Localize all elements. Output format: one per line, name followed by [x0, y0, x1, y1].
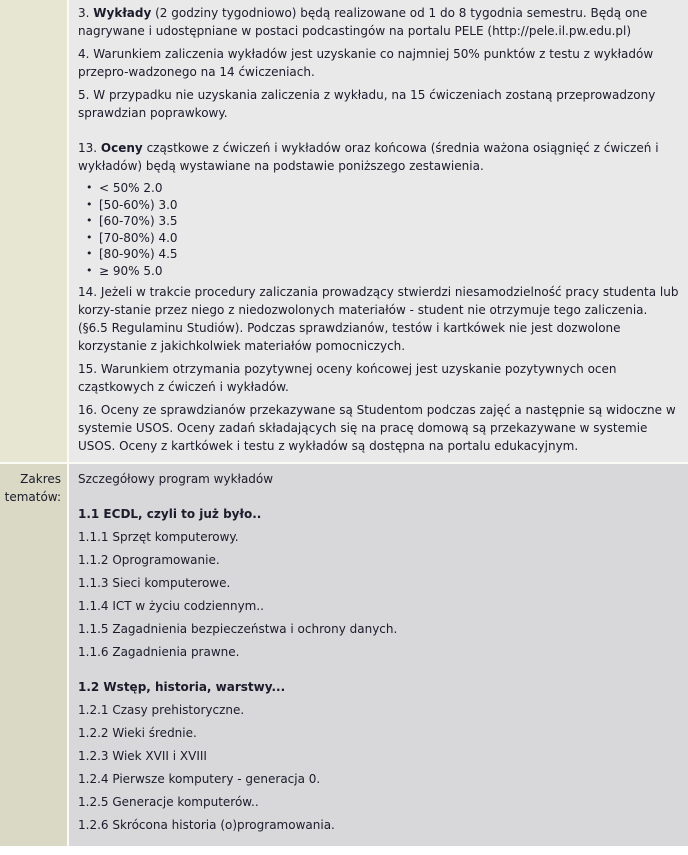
- bullet-icon: •: [86, 214, 93, 227]
- grade-scale-item: • [60-70%) 3.5: [86, 214, 178, 228]
- topic-item: 1.1.1 Sprzęt komputerowy.: [78, 530, 239, 544]
- row-label-topics: Zakres tematów:: [0, 464, 67, 846]
- topic-item: 1.2.3 Wiek XVII i XVIII: [78, 749, 207, 763]
- grade-scale-item: • [50-60%) 3.0: [86, 197, 178, 212]
- section-title: 1.2 Wstęp, historia, warstwy...: [78, 680, 286, 694]
- bullet-icon: •: [86, 263, 93, 277]
- section-title: 1.1 ECDL, czyli to już było..: [78, 507, 262, 521]
- topic-item: 1.1.4 ICT w życiu codziennym..: [78, 599, 264, 613]
- topic-item: 1.2.6 Skrócona historia (o)programowania.: [78, 818, 335, 832]
- rule-keyword-wyklady: Wykłady: [93, 6, 152, 20]
- bullet-icon: •: [86, 197, 93, 211]
- topic-item: 1.2.2 Wieki średnie.: [78, 726, 197, 740]
- rule-paragraph-5: 5. W przypadku nie uzyskania zaliczenia z wykładu, na 15 ćwiczeniach zostaną przeprowadzony sprawdzian poprawkowy.: [78, 88, 656, 120]
- bullet-icon: •: [86, 181, 93, 194]
- rule-paragraph-4: 4. Warunkiem zaliczenia wykładów jest uzyskanie co najmniej 50% punktów z testu z wykładów przepro-wadzonego na 14 ćwiczeniach.: [78, 47, 654, 79]
- topics-cell: [69, 464, 688, 846]
- topic-item: 1.1.5 Zagadnienia bezpieczeństwa i ochrony danych.: [78, 622, 398, 636]
- course-rules-cell: [69, 0, 688, 462]
- rule-paragraph-14: 14. Jeżeli w trakcie procedury zaliczania prowadzący stwierdzi niesamodzielność pracy studenta lub korzy-stanie przez niego z niedozwolonych materiałów - student nie otrzymuje tego zaliczenia. (§6.5 Regulaminu Studiów). Podczas sprawdzianów, testów i kartkówek nie jest dozwolone korzystanie z jakichkolwiek materiałów pomocniczych.: [78, 285, 679, 353]
- bullet-icon: •: [86, 230, 93, 244]
- topics-intro: Szczegółowy program wykładów: [78, 472, 274, 486]
- rule-keyword-oceny: Oceny: [100, 141, 143, 155]
- row-label-empty: [0, 0, 67, 462]
- grade-scale-item: • [70-80%) 4.0: [86, 230, 178, 245]
- rule-paragraph-3: 3. Wykłady (2 godziny tygodniowo) będą realizowane od 1 do 8 tygodnia semestru. Będą one nagrywane i udostępniane w postaci podcastingów na portalu PELE (http://pele.il.pw.edu.pl): [78, 6, 648, 38]
- grade-scale-item: • < 50% 2.0: [86, 181, 163, 195]
- topic-item: 1.2.5 Generacje komputerów..: [78, 795, 259, 809]
- topic-item: 1.1.3 Sieci komputerowe.: [78, 576, 231, 590]
- grade-scale-list: [78, 180, 680, 279]
- rule-paragraph-13: 13. Oceny cząstkowe z ćwiczeń i wykładów oraz końcowa (średnia ważona osiągnięć z ćwiczeń i wykładów) będą wystawiane na podstawie poniższego zestawienia.: [78, 141, 659, 173]
- rule-paragraph-15: 15. Warunkiem otrzymania pozytywnej oceny końcowej jest uzyskanie pozytywnych ocen cząstkowych z ćwiczeń i wykładów.: [78, 362, 617, 394]
- grade-scale-item: • [80-90%) 4.5: [86, 247, 178, 261]
- rule-paragraph-16: 16. Oceny ze sprawdzianów przekazywane są Studentom podczas zajęć a następnie są widoczne w systemie USOS. Oceny zadań składających się na pracę domową są przekazywane w systemie USOS. Oceny z kartkówek i testu z wykładów są dostępna na portalu edukacyjnym.: [78, 403, 676, 453]
- bullet-icon: •: [86, 247, 93, 260]
- topic-item: 1.2.1 Czasy prehistoryczne.: [78, 703, 245, 717]
- topic-item: 1.1.2 Oprogramowanie.: [78, 553, 220, 567]
- topic-item: 1.2.4 Pierwsze komputery - generacja 0.: [78, 772, 321, 786]
- topic-item: 1.1.6 Zagadnienia prawne.: [78, 645, 240, 659]
- grade-scale-item: • ≥ 90% 5.0: [86, 263, 163, 278]
